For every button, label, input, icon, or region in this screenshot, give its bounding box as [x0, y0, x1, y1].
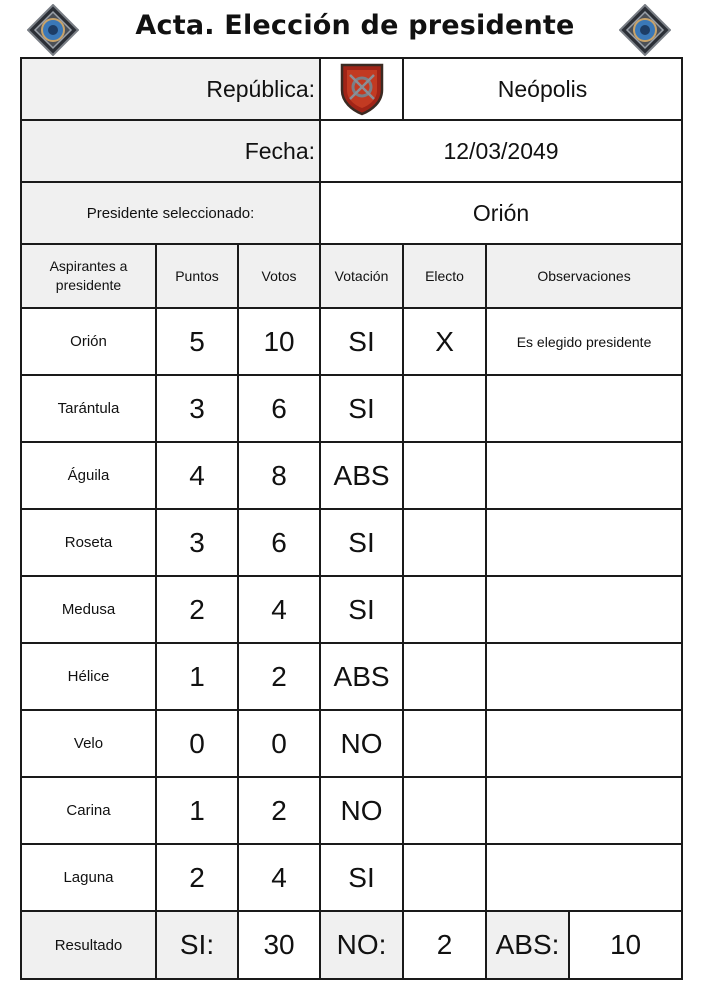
- table-row: [21, 576, 682, 643]
- votacion-cell: SI: [320, 576, 403, 643]
- electo-cell: [403, 844, 486, 911]
- votos-cell: 6: [238, 509, 320, 576]
- observaciones-cell: [486, 777, 682, 844]
- presidente-label: Presidente seleccionado:: [21, 182, 320, 244]
- votacion-cell: SI: [320, 375, 403, 442]
- table-row: [21, 442, 682, 509]
- votos-cell: 10: [238, 308, 320, 375]
- page-title: Acta. Elección de presidente: [135, 10, 575, 41]
- electo-cell: [403, 643, 486, 710]
- candidate-name: Medusa: [21, 576, 156, 643]
- puntos-cell: 0: [156, 710, 238, 777]
- candidate-name: Carina: [21, 777, 156, 844]
- col-votos: Votos: [238, 244, 320, 308]
- fecha-row: [21, 120, 682, 182]
- votos-cell: 6: [238, 375, 320, 442]
- observaciones-cell: [486, 576, 682, 643]
- electo-cell: X: [403, 308, 486, 375]
- table-row: [21, 509, 682, 576]
- fecha-value: 12/03/2049: [320, 120, 682, 182]
- votos-cell: 0: [238, 710, 320, 777]
- candidate-name: Tarántula: [21, 375, 156, 442]
- fecha-label: Fecha:: [21, 120, 320, 182]
- electo-cell: [403, 576, 486, 643]
- votacion-cell: ABS: [320, 643, 403, 710]
- puntos-cell: 1: [156, 643, 238, 710]
- observaciones-cell: [486, 509, 682, 576]
- observaciones-cell: Es elegido presidente: [486, 308, 682, 375]
- table-row: [21, 643, 682, 710]
- table-row: [21, 308, 682, 375]
- votacion-cell: SI: [320, 509, 403, 576]
- votacion-cell: NO: [320, 777, 403, 844]
- result-label: Resultado: [21, 911, 156, 979]
- presidente-value: Orión: [320, 182, 682, 244]
- puntos-cell: 4: [156, 442, 238, 509]
- col-aspirantes: Aspirantes a presidente: [21, 244, 156, 308]
- electo-cell: [403, 375, 486, 442]
- diamond-emblem-icon: [27, 4, 79, 56]
- republica-label: República:: [21, 58, 320, 120]
- shield-crest-icon: [338, 62, 386, 116]
- electo-cell: [403, 777, 486, 844]
- votos-cell: 4: [238, 576, 320, 643]
- candidate-name: Velo: [21, 710, 156, 777]
- republica-value: Neópolis: [403, 58, 682, 120]
- no-value: 2: [403, 911, 486, 979]
- si-value: 30: [238, 911, 320, 979]
- column-header-row: [21, 244, 682, 308]
- si-label: SI:: [156, 911, 238, 979]
- presidente-row: [21, 182, 682, 244]
- republic-crest-cell: [320, 58, 403, 120]
- table-row: [21, 710, 682, 777]
- table-row: [21, 375, 682, 442]
- acta-table: [20, 57, 683, 980]
- votacion-cell: SI: [320, 308, 403, 375]
- puntos-cell: 2: [156, 844, 238, 911]
- no-label: NO:: [320, 911, 403, 979]
- candidate-name: Roseta: [21, 509, 156, 576]
- observaciones-cell: [486, 442, 682, 509]
- col-electo: Electo: [403, 244, 486, 308]
- electo-cell: [403, 442, 486, 509]
- observaciones-cell: [486, 643, 682, 710]
- table-row: [21, 777, 682, 844]
- puntos-cell: 3: [156, 509, 238, 576]
- observaciones-cell: [486, 375, 682, 442]
- col-puntos: Puntos: [156, 244, 238, 308]
- puntos-cell: 1: [156, 777, 238, 844]
- votacion-cell: SI: [320, 844, 403, 911]
- votos-cell: 4: [238, 844, 320, 911]
- table-row: [21, 844, 682, 911]
- candidate-name: Laguna: [21, 844, 156, 911]
- candidate-name: Hélice: [21, 643, 156, 710]
- observaciones-cell: [486, 844, 682, 911]
- votacion-cell: NO: [320, 710, 403, 777]
- votos-cell: 2: [238, 643, 320, 710]
- puntos-cell: 2: [156, 576, 238, 643]
- votos-cell: 2: [238, 777, 320, 844]
- diamond-emblem-icon: [619, 4, 671, 56]
- candidate-name: Orión: [21, 308, 156, 375]
- observaciones-cell: [486, 710, 682, 777]
- puntos-cell: 5: [156, 308, 238, 375]
- result-row: [21, 911, 682, 979]
- col-votacion: Votación: [320, 244, 403, 308]
- puntos-cell: 3: [156, 375, 238, 442]
- abs-value: 10: [569, 911, 682, 979]
- votacion-cell: ABS: [320, 442, 403, 509]
- abs-label: ABS:: [486, 911, 569, 979]
- electo-cell: [403, 710, 486, 777]
- republica-row: [21, 58, 682, 120]
- electo-cell: [403, 509, 486, 576]
- votos-cell: 8: [238, 442, 320, 509]
- col-observaciones: Observaciones: [486, 244, 682, 308]
- candidate-name: Águila: [21, 442, 156, 509]
